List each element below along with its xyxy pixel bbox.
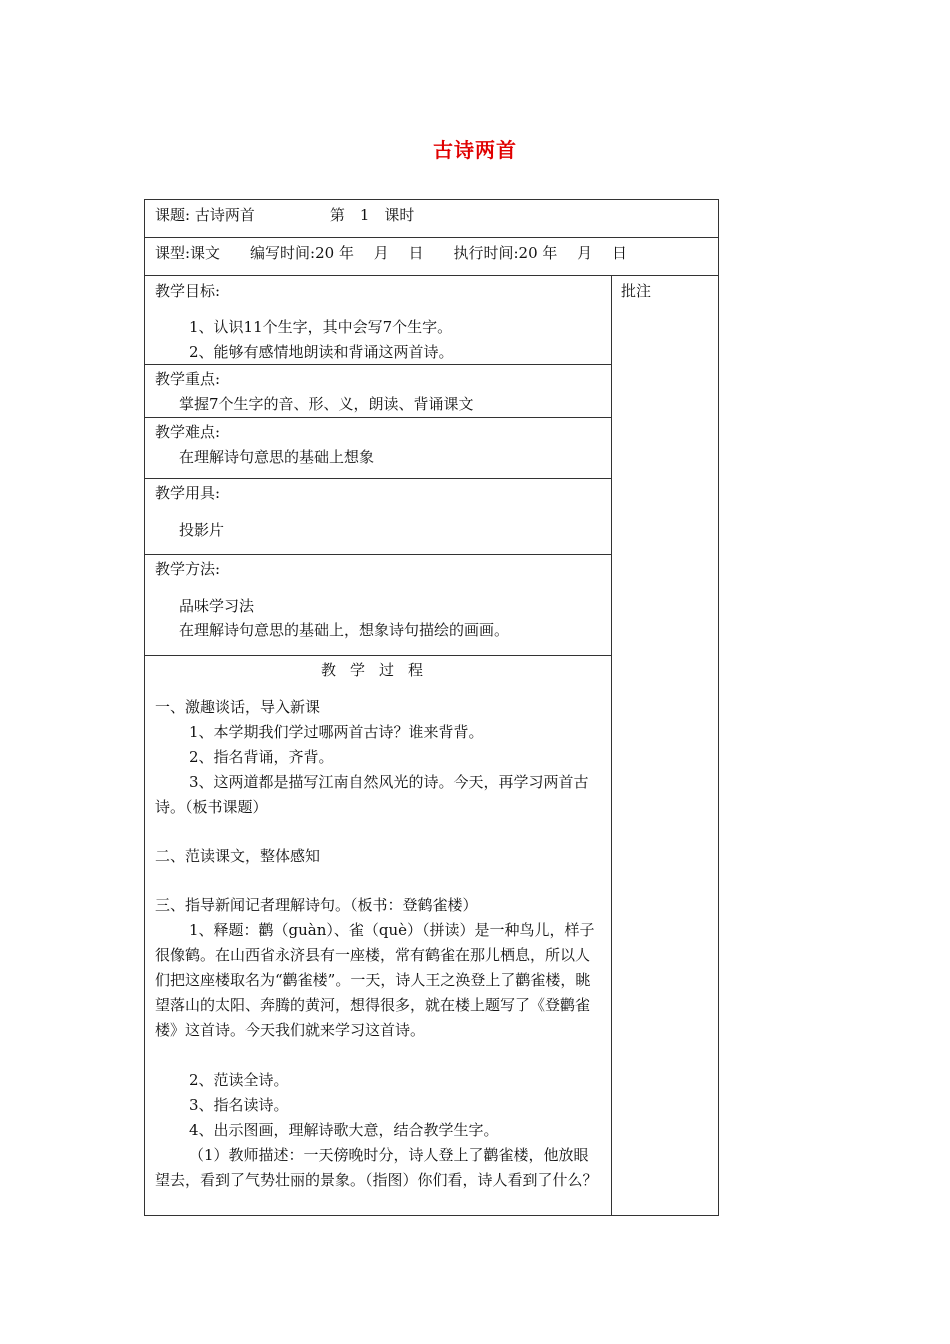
topic-row bbox=[144, 199, 719, 238]
key-points-label: 教学重点: bbox=[155, 370, 221, 388]
process-step: 3、这两道都是描写江南自然风光的诗。今天，再学习两首古诗。（板书课题） bbox=[155, 773, 589, 816]
objective-item: 2、能够有感情地朗读和背诵这两首诗。 bbox=[189, 343, 454, 361]
notes-label: 批注 bbox=[621, 282, 652, 300]
process-paragraph bbox=[155, 918, 603, 1043]
section-title: 一、激趣谈话，导入新课 bbox=[155, 698, 321, 716]
process-heading: 教学过程 bbox=[320, 661, 437, 679]
section-title: 二、范读课文，整体感知 bbox=[155, 847, 321, 865]
process-paragraph bbox=[155, 1143, 603, 1193]
process-step: （1）教师描述：一天傍晚时分，诗人登上了鹳雀楼，他放眼望去，看到了气势壮丽的景象。（指图）你们看，诗人看到了什么？ bbox=[155, 1146, 598, 1189]
methods-cell bbox=[144, 554, 612, 656]
tools-cell bbox=[144, 478, 612, 555]
process-paragraph bbox=[155, 770, 603, 820]
method-item: 品味学习法 bbox=[179, 597, 255, 615]
process-step: 3、指名读诗。 bbox=[189, 1096, 289, 1114]
key-points-cell bbox=[144, 364, 612, 418]
method-item: 在理解诗句意思的基础上，想象诗句描绘的画画。 bbox=[179, 621, 510, 639]
document-title: 古诗两首 bbox=[433, 138, 517, 162]
type-row bbox=[144, 237, 719, 276]
topic-line: 课题: 古诗两首 第 1 课时 bbox=[155, 206, 415, 224]
objectives-label: 教学目标: bbox=[155, 282, 221, 300]
process-step: 2、范读全诗。 bbox=[189, 1071, 289, 1089]
process-step: 1、释题：鹳（guàn）、雀（què）（拼读）是一种鸟儿，样子很像鹤。在山西省永济县有一座楼，常有鹤雀在那儿栖息，所以人们把这座楼取名为“鹳雀楼”。一天，诗人王之涣登上了鹳雀楼，眺望落山的太阳、奔腾的黄河，想得很多，就在楼上题写了《登鹳雀楼》这首诗。今天我们就来学习这首诗。 bbox=[155, 921, 595, 1039]
process-step: 4、出示图画，理解诗歌大意，结合教学生字。 bbox=[189, 1121, 499, 1139]
process-step: 2、指名背诵，齐背。 bbox=[189, 748, 334, 766]
objectives-cell bbox=[144, 275, 612, 365]
tools-label: 教学用具: bbox=[155, 484, 221, 502]
type-line: 课型:课文 编写时间:20 年 月 日 执行时间:20 年 月 日 bbox=[155, 244, 627, 262]
tools-text: 投影片 bbox=[179, 521, 225, 539]
lesson-plan-table bbox=[144, 199, 719, 1216]
key-points-text: 掌握7个生字的音、形、义，朗读、背诵课文 bbox=[179, 395, 474, 413]
process-cell bbox=[144, 655, 612, 1216]
section-title: 三、指导新闻记者理解诗句。（板书：登鹤雀楼） bbox=[155, 896, 478, 914]
process-step: 1、本学期我们学过哪两首古诗？谁来背背。 bbox=[189, 723, 484, 741]
objective-item: 1、认识11个生字，其中会写7个生字。 bbox=[189, 318, 453, 336]
notes-column bbox=[611, 275, 719, 1216]
difficulties-text: 在理解诗句意思的基础上想象 bbox=[179, 448, 375, 466]
difficulties-label: 教学难点: bbox=[155, 423, 221, 441]
methods-label: 教学方法: bbox=[155, 560, 221, 578]
difficulties-cell bbox=[144, 417, 612, 479]
